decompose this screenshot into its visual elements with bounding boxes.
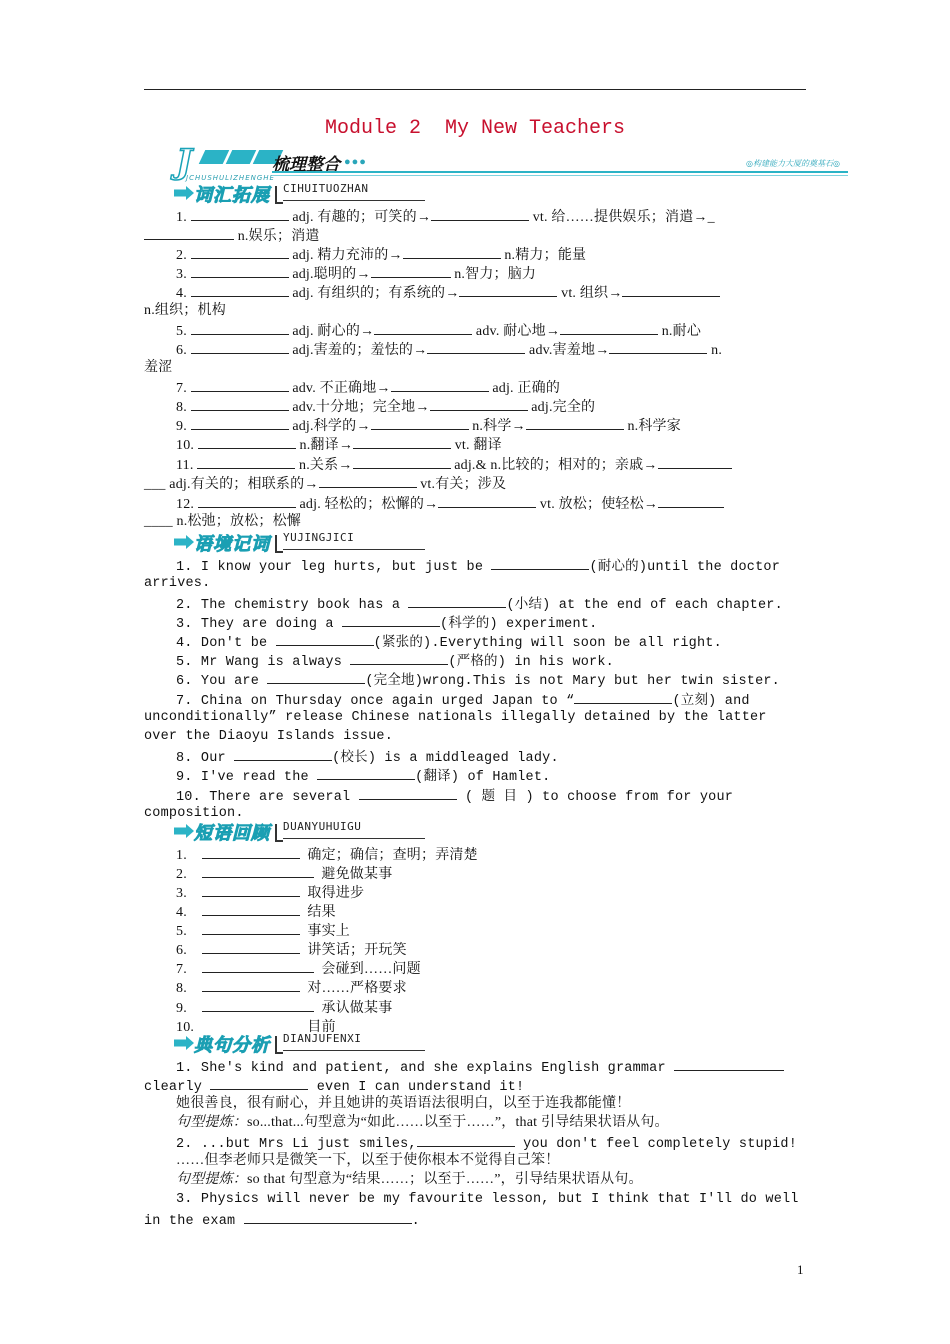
sentence-1-note: 句型提炼：so...that...句型意为“如此……以至于……”，that 引导结果状语从句。 — [176, 1115, 669, 1130]
bracket-mark — [275, 824, 283, 842]
banner-name: 梳理整合 — [272, 155, 340, 175]
vocab-line-5: 5. adj. 耐心的→ adv. 耐心地→ n.耐心 — [144, 321, 838, 341]
vocab-line-1-cont: n.娱乐；消遣 — [144, 226, 806, 246]
section-header-vocab — [174, 182, 434, 204]
vocab-line-11-cont: ___ adj.有关的；相联系的→ vt.有关；涉及 — [144, 474, 806, 494]
context-line-3: 3. They are doing a (科学的) experiment. — [144, 613, 838, 634]
vocab-line-4-cont: n.组织；机构 — [144, 303, 226, 318]
section-underline — [283, 549, 425, 550]
bracket-mark — [275, 1036, 283, 1054]
phrase-item: 6. 讲笑话；开玩笑 — [144, 940, 838, 960]
section-pinyin: CIHUITUOZHAN — [283, 182, 369, 195]
phrase-item: 7. 会碰到……问题 — [144, 959, 838, 979]
phrase-item: 3. 取得进步 — [144, 883, 838, 903]
banner-rule-thin — [272, 175, 848, 176]
banner-dots: ●●● — [344, 156, 367, 168]
section-pinyin: DUANYUHUIGU — [283, 820, 362, 833]
vocab-line-6: 6. adj.害羞的；羞怯的→ adv.害羞地→ n. — [144, 340, 838, 360]
banner-bars — [202, 150, 280, 164]
context-line-10-cont: composition. — [144, 806, 244, 821]
section-pinyin: YUJINGJICI — [283, 531, 355, 544]
bracket-mark — [275, 186, 283, 204]
phrase-item: 2. 避免做某事 — [144, 864, 838, 884]
banner-rule — [272, 171, 848, 173]
phrase-item: 5. 事实上 — [144, 921, 838, 941]
module-name: My New Teachers — [445, 117, 626, 140]
context-line-7-cont2: over the Diaoyu Islands issue. — [144, 729, 394, 744]
header-rule — [144, 89, 806, 90]
vocab-line-11: 11. n.关系→ adj.& n.比较的；相对的；亲戚→ — [144, 455, 838, 475]
arrow-icon — [174, 824, 194, 838]
module-number: Module 2 — [324, 117, 421, 140]
phrase-item: 10. 目前 — [176, 1020, 336, 1035]
banner-letter: J — [176, 142, 193, 182]
context-line-1: 1. I know your leg hurts, but just be (耐心的)until the doctor — [144, 556, 838, 577]
section-title: 语境记词 — [194, 534, 270, 555]
context-line-7-cont: unconditionally” release Chinese nationals illegally detained by the latter — [144, 710, 767, 725]
vocab-line-12-cont: ____ n.松弛；放松；松懈 — [144, 514, 301, 529]
sentence-1: 1. She's kind and patient, and she explains English grammar — [144, 1057, 838, 1078]
vocab-line-1: 1. adj. 有趣的；可笑的→ vt. 给……提供娱乐；消遣→_ — [144, 207, 838, 227]
vocab-line-3: 3. adj.聪明的→ n.智力；脑力 — [144, 264, 838, 284]
banner-pinyin: JCHUSHULIZHENGHE — [186, 174, 275, 182]
vocab-line-10: 10. n.翻译→ vt. 翻译 — [144, 435, 838, 455]
section-underline — [283, 838, 425, 839]
section-underline — [283, 1050, 425, 1051]
phrase-item: 9. 承认做某事 — [144, 998, 838, 1018]
sentence-3-cont: in the exam . — [144, 1210, 806, 1231]
context-line-10: 10. There are several ( 题 目 ) to choose from for your — [144, 786, 838, 807]
vocab-line-6-cont: 羞涩 — [144, 360, 173, 375]
sentence-2-translation: ……但李老师只是微笑一下，以至于使你根本不觉得自己笨！ — [176, 1153, 560, 1168]
context-line-6: 6. You are (完全地)wrong.This is not Mary but her twin sister. — [144, 670, 838, 691]
section-header-context — [174, 531, 434, 553]
section-underline — [283, 200, 425, 201]
arrow-icon — [174, 535, 194, 549]
phrase-item: 4. 结果 — [144, 902, 838, 922]
context-line-9: 9. I've read the (翻译) of Hamlet. — [144, 766, 838, 787]
vocab-line-7: 7. adv. 不正确地→ adj. 正确的 — [144, 378, 838, 398]
sentence-1-translation: 她很善良，很有耐心，并且她讲的英语语法很明白，以至于连我都能懂！ — [176, 1096, 631, 1111]
arrow-icon — [174, 1036, 194, 1050]
phrase-item: 1. 确定；确信；查明；弄清楚 — [144, 845, 838, 865]
context-line-5: 5. Mr Wang is always (严格的) in his work. — [144, 651, 838, 672]
context-line-4: 4. Don't be (紧张的).Everything will soon be all right. — [144, 632, 838, 653]
section-pinyin: DIANJUFENXI — [283, 1032, 362, 1045]
section-header-phrases — [174, 820, 434, 842]
page-title — [0, 117, 950, 140]
context-line-7: 7. China on Thursday once again urged Japan to “ (立刻) and — [144, 690, 838, 711]
arrow-icon — [174, 186, 194, 200]
context-line-2: 2. The chemistry book has a (小结) at the end of each chapter. — [144, 594, 838, 615]
vocab-line-8: 8. adv.十分地；完全地→ adj.完全的 — [144, 397, 838, 417]
vocab-line-12: 12. adj. 轻松的；松懈的→ vt. 放松；使轻松→ — [144, 494, 838, 514]
page-number: 1 — [797, 1262, 804, 1277]
vocab-line-4: 4. adj. 有组织的；有系统的→ vt. 组织→ — [144, 283, 838, 303]
section-banner — [176, 142, 848, 186]
context-line-8: 8. Our (校长) is a middleaged lady. — [144, 747, 838, 768]
sentence-2: 2. ...but Mrs Li just smiles, you don't feel completely stupid! — [144, 1133, 838, 1154]
bracket-mark — [275, 535, 283, 553]
section-title: 词汇拓展 — [194, 185, 270, 206]
sentence-3: 3. Physics will never be my favourite lesson, but I think that I'll do well — [176, 1192, 799, 1207]
section-header-sentences — [174, 1032, 434, 1054]
vocab-line-2: 2. adj. 精力充沛的→ n.精力；能量 — [144, 245, 838, 265]
section-title: 短语回顾 — [194, 823, 270, 844]
sentence-2-note: 句型提炼：so that 句型意为“结果……；以至于……”，引导结果状语从句。 — [176, 1172, 643, 1187]
vocab-line-9: 9. adj.科学的→ n.科学→ n.科学家 — [144, 416, 838, 436]
context-line-1-cont: arrives. — [144, 576, 211, 591]
sentence-1-cont: clearly even I can understand it! — [144, 1076, 806, 1097]
banner-tagline: ◎构建能力大厦的奠基石◎ — [746, 159, 840, 168]
phrase-item: 8. 对……严格要求 — [144, 978, 838, 998]
section-title: 典句分析 — [194, 1035, 270, 1056]
